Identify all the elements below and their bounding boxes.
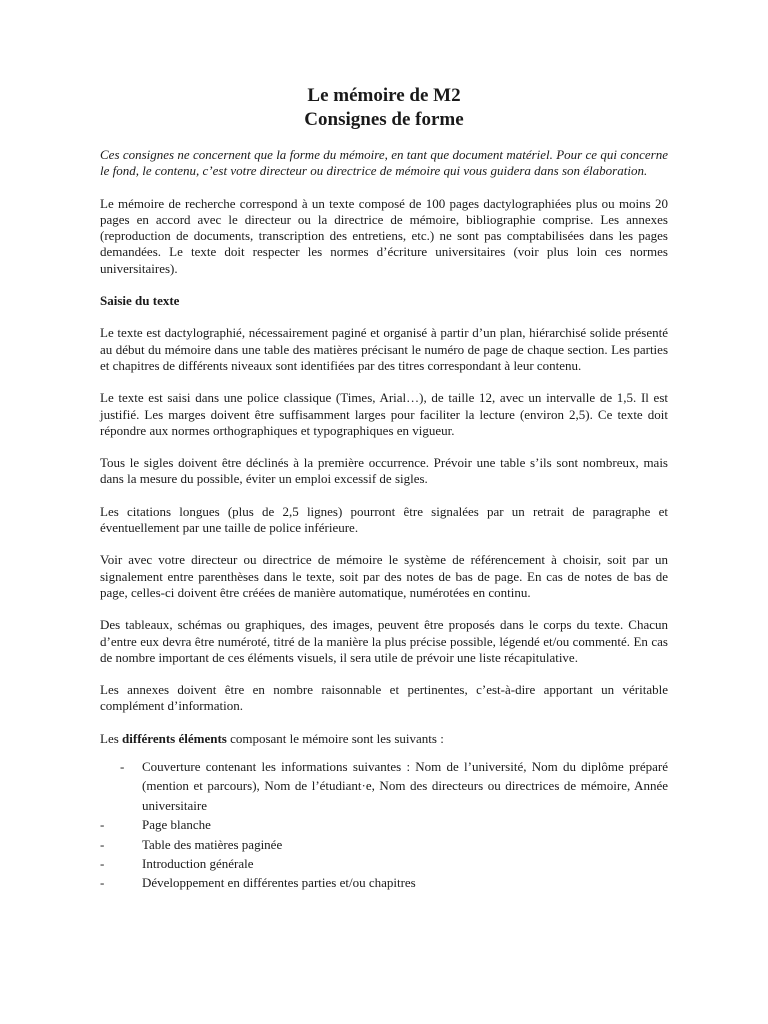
elements-lead	[100, 731, 668, 747]
list-dash: -	[120, 759, 125, 775]
paragraph-length: Le mémoire de recherche correspond à un texte composé de 100 pages dactylographiées plus ou moins 20 pages en accord avec le directeur ou la directrice de mémoire, bibliographie comprise. Les annexes (reproduction de documents, transcription des entretiens, etc.) ne sont pas comptabilisées dans les pages demandées. Le texte doit respecter les normes d’écriture universitaires (voir plus loin ces normes universitaires).	[100, 195, 668, 276]
elements-list	[100, 757, 668, 893]
paragraph-quotes: Les citations longues (plus de 2,5 lignes) pourront être signalées par un retrait de paragraphe et éventuellement par une taille de police inférieure.	[100, 503, 668, 536]
list-item	[100, 873, 668, 892]
section-heading: Saisie du texte	[100, 293, 180, 309]
list-item	[100, 854, 668, 873]
list-item	[100, 815, 668, 834]
paragraph-acronyms: Tous le sigles doivent être déclinés à la première occurrence. Prévoir une table s’ils sont nombreux, mais dans la mesure du possible, éviter un emploi excessif de sigles.	[100, 455, 668, 487]
elements-lead-after: composant le mémoire sont les suivants :	[226, 730, 444, 746]
paragraph-figures: Des tableaux, schémas ou graphiques, des images, peuvent être proposés dans le corps du texte. Chacun d’entre eux devra être numéroté, titré de la manière la plus précise possible, légendé et/ou commenté. En cas de nombre important de ces éléments visuels, il sera utile de prévoir une liste récapitulative.	[100, 617, 668, 665]
list-item	[100, 835, 668, 854]
elements-lead-before: Les	[100, 730, 123, 746]
list-item-text: Page blanche	[142, 817, 211, 833]
intro-paragraph: Ces consignes ne concernent que la forme du mémoire, en tant que document matériel. Pour ce qui concerne le fond, le contenu, c’est votre directeur ou directrice de mémoire qui vous guidera dans son élaboration.	[100, 147, 668, 179]
paragraph-annexes: Les annexes doivent être en nombre raisonnable et pertinentes, c’est-à-dire apportant un véritable complément d’information.	[100, 682, 668, 714]
elements-lead-bold: différents éléments	[122, 730, 227, 746]
title-line-1: Le mémoire de M2	[307, 85, 461, 106]
list-item-text: Couverture contenant les informations suivantes : Nom de l’université, Nom du diplôme préparé (mention et parcours), Nom de l’étudiant·e, Nom des directeurs ou directrices de mémoire, Année universitaire	[142, 759, 668, 813]
list-dash: -	[100, 856, 105, 872]
list-dash: -	[100, 875, 105, 891]
list-dash: -	[100, 836, 105, 852]
list-item-text: Table des matières paginée	[142, 836, 283, 852]
list-item-text: Introduction générale	[142, 856, 254, 872]
list-item	[100, 757, 668, 815]
document-title	[100, 84, 668, 132]
list-dash: -	[100, 817, 105, 833]
list-item-text: Développement en différentes parties et/ou chapitres	[142, 875, 416, 891]
title-line-2: Consignes de forme	[304, 109, 464, 130]
paragraph-references: Voir avec votre directeur ou directrice de mémoire le système de référencement à choisir, soit par un signalement entre parenthèses dans le texte, soit par des notes de bas de page. En cas de notes de bas de page, celles-ci doivent être créées de manière automatique, numérotées en continu.	[100, 552, 668, 600]
paragraph-structure: Le texte est dactylographié, nécessairement paginé et organisé à partir d’un plan, hiérarchisé solide présenté au début du mémoire dans une table des matières précisant le numéro de page de chaque section. Les parties et chapitres de différents niveaux sont identifiées par des titres correspondant à leur contenu.	[100, 325, 668, 373]
paragraph-font: Le texte est saisi dans une police classique (Times, Arial…), de taille 12, avec un intervalle de 1,5. Il est justifié. Les marges doivent être suffisamment larges pour faciliter la lecture (environ 2,5). Ce texte doit répondre aux normes orthographiques et typographiques en vigueur.	[100, 390, 668, 438]
